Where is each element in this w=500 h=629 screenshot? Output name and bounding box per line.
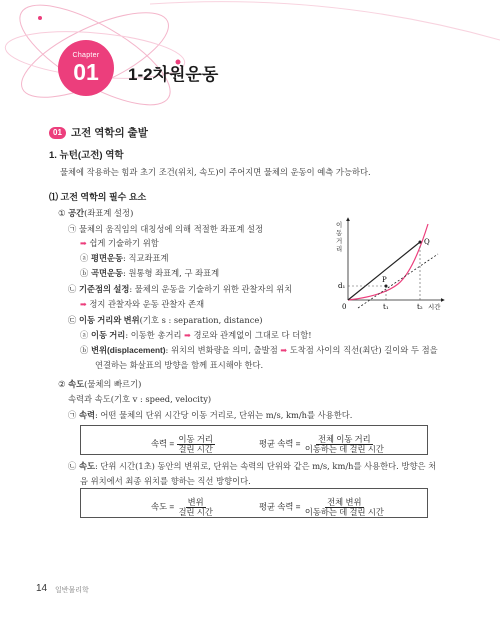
numerator: 이동 거리	[178, 434, 213, 444]
numerator: 전체 변위	[327, 497, 362, 507]
point-p	[385, 285, 388, 288]
avg-velocity-formula	[259, 498, 386, 517]
fraction	[177, 498, 215, 517]
chapter-number: 01	[73, 59, 99, 85]
y-axis-label: 이동 거리	[336, 222, 343, 253]
formula-label: 평균 속력 =	[259, 501, 301, 512]
origin-label: 0	[342, 303, 347, 311]
item-velocity-intro: 속력과 속도(기호 v : speed, velocity)	[68, 394, 212, 404]
item-a	[68, 223, 263, 235]
section-title: 고전 역학의 출발	[71, 127, 148, 139]
arrow-icon: ➡	[184, 331, 191, 340]
item-b	[68, 283, 292, 295]
item-velocity-def-cont: 음 위치에서 최종 위치를 향하는 직선 방향이다.	[80, 476, 251, 486]
fraction	[177, 435, 215, 454]
sub-text: : 원통형 좌표계, 구 좌표계	[123, 268, 220, 278]
denominator: 이동하는 데 걸린 시간	[304, 444, 384, 454]
item-velocity-def	[68, 460, 436, 472]
sub-label: 속도	[78, 461, 95, 471]
sub-label: 기준점의 설정	[78, 284, 130, 294]
numerator: 변위	[187, 497, 204, 507]
t2-label: t₂	[417, 303, 423, 311]
chapter-title: 1-2차원운동	[128, 65, 219, 84]
denominator: 걸린 시간	[178, 507, 213, 517]
arrow-text: 정지 관찰자와 운동 관찰자 존재	[89, 299, 205, 309]
distance-time-graph	[328, 214, 448, 314]
numerator: 전체 이동 거리	[318, 434, 371, 444]
sub-text: : 이동한 총거리	[125, 330, 182, 340]
item-a-i	[80, 252, 169, 264]
sub-text: : 직교좌표계	[123, 253, 169, 263]
fraction	[303, 498, 386, 517]
formula-label: 평균 속력 =	[259, 438, 301, 449]
item-label-suffix: (물체의 빠르기)	[84, 379, 142, 389]
sub-marker: ㉠	[68, 224, 77, 234]
point-q	[419, 241, 422, 244]
arrow-text: 경로와 관계없이 그대로 다 더함!	[193, 330, 312, 340]
item-speed	[68, 409, 352, 421]
sub-label: 곡면운동	[90, 268, 124, 278]
subsection-text: 물체에 작용하는 힘과 초기 조건(위치, 속도)이 주어지면 물체의 운동이 예측 가능하다.	[60, 167, 371, 177]
sub-marker: ⓐ	[80, 330, 89, 340]
arrow-text: 도착점 사이의 직선(최단) 길이와 두 점을	[289, 345, 438, 355]
speed-formula	[151, 435, 215, 454]
sub-label: 이동 거리	[90, 330, 126, 340]
item-c-i	[80, 329, 312, 341]
fraction	[303, 435, 386, 454]
sub-marker: ⓐ	[80, 253, 89, 263]
sub-marker: ㉠	[68, 410, 77, 420]
item-label-suffix: (좌표계 설정)	[84, 208, 134, 218]
arrow-text: 쉽게 기술하기 위함	[89, 238, 159, 248]
sub-text: 물체의 움직임의 대칭성에 의해 적절한 좌표계 설정	[78, 224, 264, 234]
chapter-label: Chapter	[72, 52, 100, 59]
sub-marker: ㉡	[68, 284, 77, 294]
chapter-badge	[58, 40, 114, 96]
sub-text: : 단위 시간(1초) 동안의 변위로, 단위는 속력의 단위와 같은 m/s, km/h를 사용한다. 방향은 처	[94, 461, 437, 471]
sub-text: (기호 s : separation, distance)	[139, 315, 263, 325]
point-q-label: Q	[424, 238, 430, 246]
distance-curve	[348, 224, 428, 300]
velocity-formula	[151, 498, 215, 517]
arrow-icon: ➡	[280, 346, 288, 355]
t1-label: t₁	[383, 303, 389, 311]
sub-label: 이동 거리와 변위	[78, 315, 140, 325]
item-marker: ②	[58, 379, 66, 389]
arrow-icon: ➡	[80, 239, 87, 248]
item-a-ii	[80, 267, 219, 279]
sub-text: : 물체의 운동을 기술하기 위한 관찰자의 위치	[129, 284, 293, 294]
sub-label: 평면운동	[90, 253, 124, 263]
item-c-ii	[80, 344, 438, 356]
sub-label: 변위(displacement)	[90, 345, 166, 355]
item-c-ii-cont: 연결하는 화살표의 방향을 함께 표시해야 한다.	[95, 360, 264, 370]
x-axis-label: 시간	[428, 304, 441, 311]
formula-label: 속력 =	[151, 438, 175, 449]
sub-text: : 어떤 물체의 단위 시간당 이동 거리로, 단위는 m/s, km/h를 사용한다.	[94, 410, 353, 420]
item-label: 공간	[68, 208, 85, 218]
item-a-arrow-line	[80, 237, 159, 249]
sub-marker: ㉡	[68, 461, 77, 471]
point-p-label: P	[382, 276, 387, 284]
avg-speed-formula	[259, 435, 386, 454]
velocity-formula-box	[80, 488, 428, 518]
part-title: ⑴ 고전 역학의 필수 요소	[49, 192, 147, 202]
d1-label: d₁	[338, 282, 346, 290]
item-b-arrow-line	[80, 298, 204, 310]
item-space	[58, 207, 133, 219]
item-label: 속도	[68, 379, 85, 389]
item-marker: ①	[58, 208, 66, 218]
denominator: 걸린 시간	[178, 444, 213, 454]
speed-formula-box	[80, 425, 428, 455]
denominator: 이동하는 데 걸린 시간	[304, 507, 384, 517]
formula-label: 속도 =	[151, 501, 175, 512]
item-velocity	[58, 378, 141, 390]
subsection-title: 1. 뉴턴(고전) 역학	[49, 150, 124, 161]
book-title: 일반물리학	[55, 587, 89, 594]
page-number: 14	[36, 583, 48, 594]
item-c	[68, 314, 262, 326]
sub-marker: ㉢	[68, 315, 77, 325]
sub-label: 속력	[78, 410, 95, 420]
sub-marker: ⓑ	[80, 268, 89, 278]
section-number-badge: 01	[49, 127, 66, 139]
arrow-icon: ➡	[80, 300, 87, 309]
sub-marker: ⓑ	[80, 345, 89, 355]
sub-text: : 위치의 변화량을 의미, 출발점	[165, 345, 278, 355]
